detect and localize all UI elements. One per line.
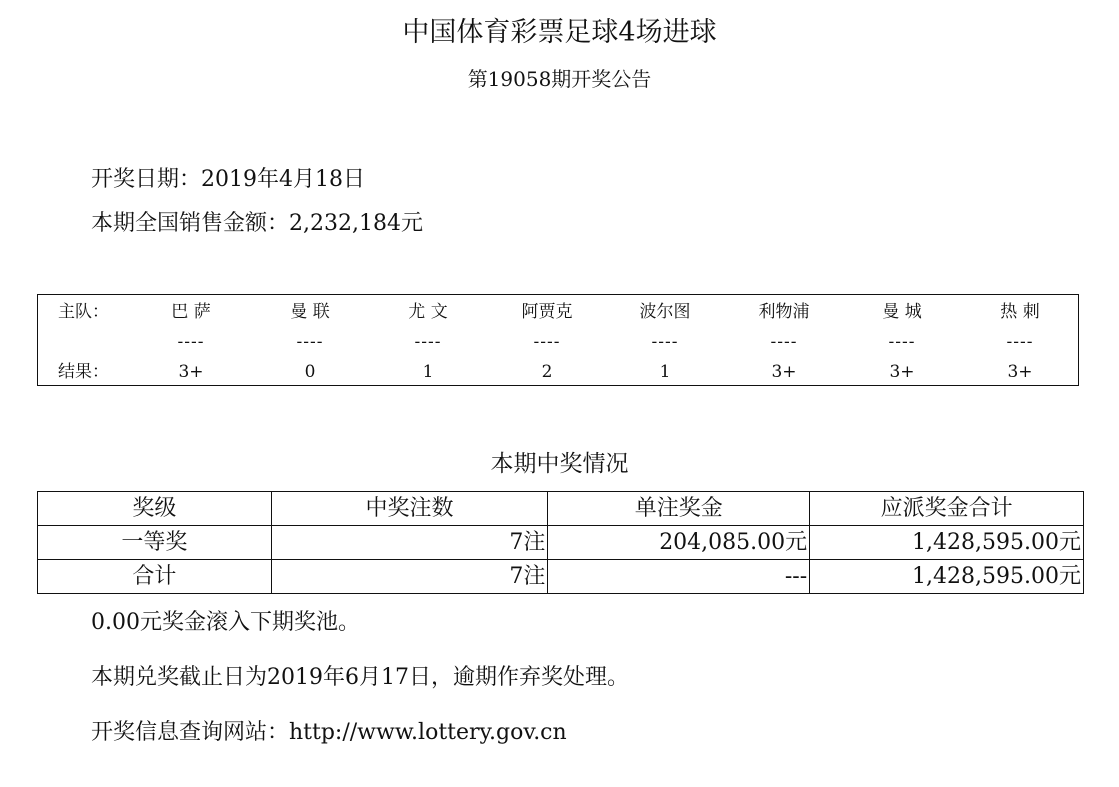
column-header: 应派奖金合计 [810,492,1084,526]
separator: ---- [177,332,205,352]
match-result: 1 [659,362,671,382]
team-name: 波尔图 [639,302,691,322]
separator: ---- [1006,332,1034,352]
match-result: 3+ [889,362,915,382]
prize-level: 一等奖 [38,526,272,560]
team-name: 利物浦 [758,302,810,322]
result-row [38,359,1078,385]
separator: ---- [888,332,916,352]
draw-date: 开奖日期：2019年4月18日 [91,167,365,192]
separator: ---- [533,332,561,352]
result-label: 结果： [58,362,109,382]
total-prize: 1,428,595.00元 [810,560,1084,594]
table-header-row [38,492,1084,526]
winner-count: 7注 [271,526,548,560]
sales-amount: 本期全国销售金额：2,232,184元 [91,211,423,236]
home-label: 主队： [58,302,109,322]
website-note: 开奖信息查询网站：http://www.lottery.gov.cn [91,720,567,745]
total-prize: 1,428,595.00元 [810,526,1084,560]
separator: ---- [770,332,798,352]
deadline-note: 本期兑奖截止日为2019年6月17日，逾期作弃奖处理。 [91,665,629,690]
column-header: 单注奖金 [548,492,810,526]
rollover-note: 0.00元奖金滚入下期奖池。 [91,610,360,635]
match-result: 2 [541,362,553,382]
separator-row [38,329,1078,355]
column-header: 奖级 [38,492,272,526]
team-name: 热 刺 [1000,302,1040,322]
issue-subtitle: 第19058期开奖公告 [467,67,652,91]
team-name: 尤 文 [408,302,448,322]
column-header: 中奖注数 [271,492,548,526]
match-result: 0 [304,362,316,382]
separator: ---- [296,332,324,352]
unit-prize: 204,085.00元 [548,526,810,560]
team-name: 阿贾克 [521,302,573,322]
match-result: 1 [422,362,434,382]
match-result: 3+ [771,362,797,382]
prize-table [37,491,1084,594]
prize-section-title: 本期中奖情况 [490,451,629,477]
match-table [37,294,1079,386]
team-name: 曼 联 [290,302,330,322]
unit-prize: --- [548,560,810,594]
match-result: 3+ [178,362,204,382]
team-name: 巴 萨 [171,302,211,322]
table-row [38,560,1084,594]
team-name: 曼 城 [882,302,922,322]
page-title: 中国体育彩票足球4场进球 [402,17,717,48]
home-team-row [38,299,1078,325]
match-result: 3+ [1007,362,1033,382]
separator: ---- [414,332,442,352]
prize-level: 合计 [38,560,272,594]
table-row [38,526,1084,560]
winner-count: 7注 [271,560,548,594]
separator: ---- [651,332,679,352]
